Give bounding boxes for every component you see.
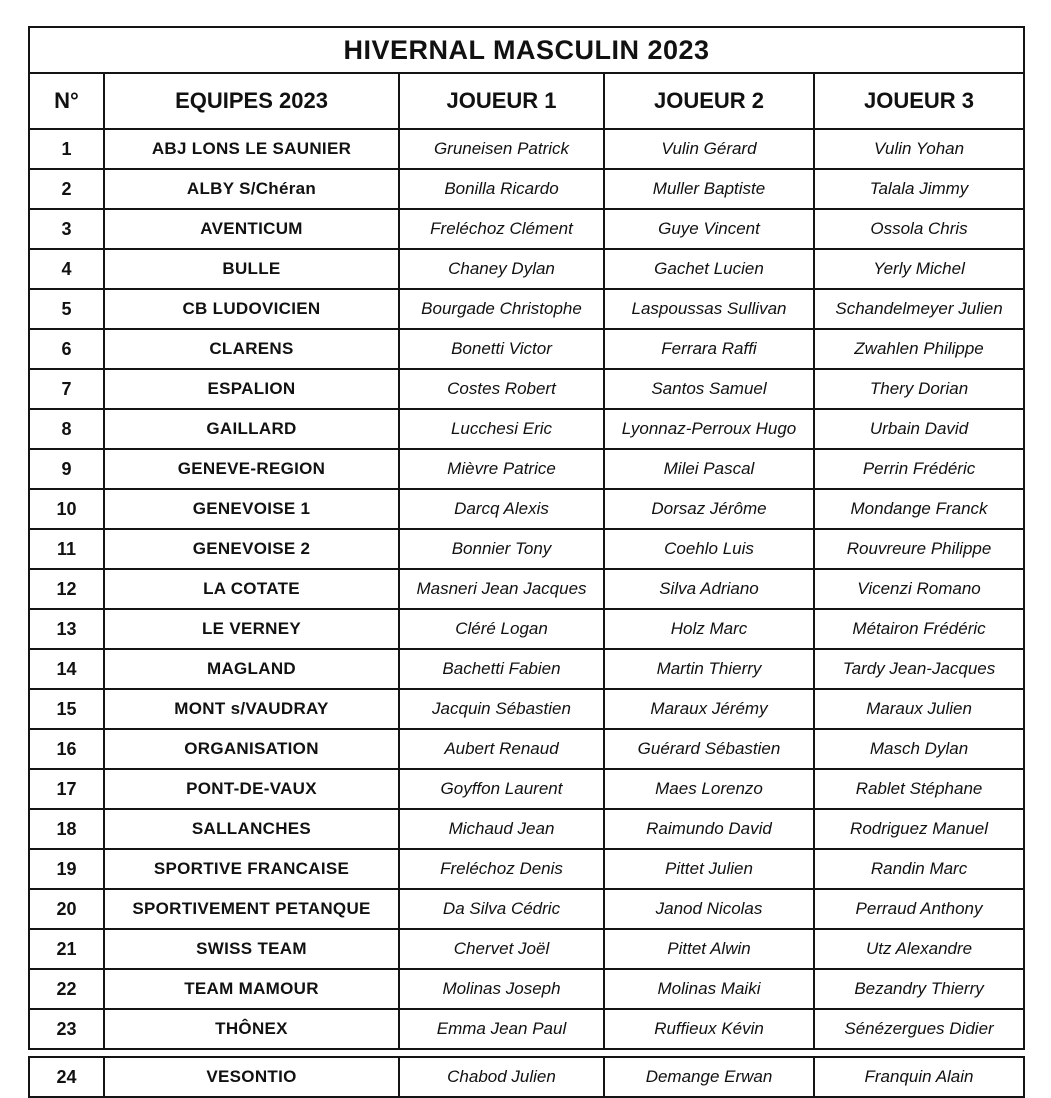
row-number-cell: 19: [29, 849, 104, 889]
row-number-cell: 3: [29, 209, 104, 249]
player1-cell: Da Silva Cédric: [399, 889, 604, 929]
row-number-cell: 11: [29, 529, 104, 569]
row-number-cell: 21: [29, 929, 104, 969]
table-row: [29, 1009, 1024, 1049]
player2-cell: Demange Erwan: [604, 1057, 814, 1097]
player2-cell: Guérard Sébastien: [604, 729, 814, 769]
player3-cell: Ossola Chris: [814, 209, 1024, 249]
player2-cell: Coehlo Luis: [604, 529, 814, 569]
player3-cell: Rablet Stéphane: [814, 769, 1024, 809]
team-name-cell: CLARENS: [104, 329, 399, 369]
player3-cell: Maraux Julien: [814, 689, 1024, 729]
player1-cell: Goyffon Laurent: [399, 769, 604, 809]
row-number-cell: 20: [29, 889, 104, 929]
player1-cell: Emma Jean Paul: [399, 1009, 604, 1049]
table-row: [29, 409, 1024, 449]
player3-cell: Talala Jimmy: [814, 169, 1024, 209]
team-name-cell: SWISS TEAM: [104, 929, 399, 969]
team-name-cell: MONT s/VAUDRAY: [104, 689, 399, 729]
player2-cell: Gachet Lucien: [604, 249, 814, 289]
player2-cell: Silva Adriano: [604, 569, 814, 609]
player2-cell: Guye Vincent: [604, 209, 814, 249]
player3-cell: Vulin Yohan: [814, 129, 1024, 169]
table-row: [29, 529, 1024, 569]
player3-cell: Métairon Frédéric: [814, 609, 1024, 649]
team-name-cell: GENEVOISE 1: [104, 489, 399, 529]
table-row: [29, 209, 1024, 249]
table-row: [29, 649, 1024, 689]
player1-cell: Freléchoz Denis: [399, 849, 604, 889]
row-number-cell: 9: [29, 449, 104, 489]
row-number-cell: 24: [29, 1057, 104, 1097]
column-header-joueur1: JOUEUR 1: [399, 73, 604, 129]
player2-cell: Maes Lorenzo: [604, 769, 814, 809]
player3-cell: Randin Marc: [814, 849, 1024, 889]
player2-cell: Molinas Maiki: [604, 969, 814, 1009]
row-number-cell: 1: [29, 129, 104, 169]
player2-cell: Pittet Alwin: [604, 929, 814, 969]
team-name-cell: BULLE: [104, 249, 399, 289]
team-name-cell: GAILLARD: [104, 409, 399, 449]
player3-cell: Masch Dylan: [814, 729, 1024, 769]
row-number-cell: 13: [29, 609, 104, 649]
player2-cell: Holz Marc: [604, 609, 814, 649]
player2-cell: Maraux Jérémy: [604, 689, 814, 729]
team-name-cell: LA COTATE: [104, 569, 399, 609]
team-name-cell: TEAM MAMOUR: [104, 969, 399, 1009]
table-row: [29, 1057, 1024, 1097]
player3-cell: Rodriguez Manuel: [814, 809, 1024, 849]
table-row: [29, 129, 1024, 169]
row-number-cell: 5: [29, 289, 104, 329]
row-number-cell: 18: [29, 809, 104, 849]
player2-cell: Milei Pascal: [604, 449, 814, 489]
player1-cell: Darcq Alexis: [399, 489, 604, 529]
player1-cell: Freléchoz Clément: [399, 209, 604, 249]
team-name-cell: ORGANISATION: [104, 729, 399, 769]
player3-cell: Franquin Alain: [814, 1057, 1024, 1097]
teams-table-main: [28, 26, 1025, 1050]
row-number-cell: 17: [29, 769, 104, 809]
column-header-joueur2: JOUEUR 2: [604, 73, 814, 129]
player1-cell: Jacquin Sébastien: [399, 689, 604, 729]
team-name-cell: SALLANCHES: [104, 809, 399, 849]
player1-cell: Chervet Joël: [399, 929, 604, 969]
table-body: [29, 129, 1024, 1049]
player2-cell: Martin Thierry: [604, 649, 814, 689]
player2-cell: Lyonnaz-Perroux Hugo: [604, 409, 814, 449]
team-name-cell: SPORTIVE FRANCAISE: [104, 849, 399, 889]
team-name-cell: ESPALION: [104, 369, 399, 409]
player3-cell: Perrin Frédéric: [814, 449, 1024, 489]
player2-cell: Raimundo David: [604, 809, 814, 849]
row-number-cell: 10: [29, 489, 104, 529]
player1-cell: Bourgade Christophe: [399, 289, 604, 329]
player1-cell: Aubert Renaud: [399, 729, 604, 769]
table-row: [29, 769, 1024, 809]
player3-cell: Sénézergues Didier: [814, 1009, 1024, 1049]
player2-cell: Janod Nicolas: [604, 889, 814, 929]
player1-cell: Costes Robert: [399, 369, 604, 409]
team-name-cell: GENEVE-REGION: [104, 449, 399, 489]
player1-cell: Bachetti Fabien: [399, 649, 604, 689]
player3-cell: Tardy Jean-Jacques: [814, 649, 1024, 689]
player2-cell: Laspoussas Sullivan: [604, 289, 814, 329]
player3-cell: Vicenzi Romano: [814, 569, 1024, 609]
table-row: [29, 609, 1024, 649]
table-row: [29, 849, 1024, 889]
team-name-cell: THÔNEX: [104, 1009, 399, 1049]
team-name-cell: ABJ LONS LE SAUNIER: [104, 129, 399, 169]
team-name-cell: PONT-DE-VAUX: [104, 769, 399, 809]
teams-table-last-row: [28, 1056, 1025, 1098]
table-row: [29, 689, 1024, 729]
player1-cell: Bonnier Tony: [399, 529, 604, 569]
player2-cell: Pittet Julien: [604, 849, 814, 889]
player1-cell: Chaney Dylan: [399, 249, 604, 289]
team-name-cell: AVENTICUM: [104, 209, 399, 249]
row-number-cell: 6: [29, 329, 104, 369]
team-name-cell: CB LUDOVICIEN: [104, 289, 399, 329]
player1-cell: Lucchesi Eric: [399, 409, 604, 449]
table-row: [29, 489, 1024, 529]
row-number-cell: 14: [29, 649, 104, 689]
table-row: [29, 729, 1024, 769]
player2-cell: Dorsaz Jérôme: [604, 489, 814, 529]
table-row: [29, 289, 1024, 329]
team-name-cell: MAGLAND: [104, 649, 399, 689]
team-name-cell: LE VERNEY: [104, 609, 399, 649]
table-row: [29, 249, 1024, 289]
player1-cell: Mièvre Patrice: [399, 449, 604, 489]
player1-cell: Molinas Joseph: [399, 969, 604, 1009]
table-head: [29, 27, 1024, 129]
row-number-cell: 22: [29, 969, 104, 1009]
table-row: [29, 969, 1024, 1009]
row-number-cell: 16: [29, 729, 104, 769]
player2-cell: Vulin Gérard: [604, 129, 814, 169]
player3-cell: Utz Alexandre: [814, 929, 1024, 969]
player3-cell: Perraud Anthony: [814, 889, 1024, 929]
row-number-cell: 4: [29, 249, 104, 289]
player2-cell: Ruffieux Kévin: [604, 1009, 814, 1049]
row-number-cell: 2: [29, 169, 104, 209]
player2-cell: Ferrara Raffi: [604, 329, 814, 369]
table-row: [29, 569, 1024, 609]
column-header-equipes: EQUIPES 2023: [104, 73, 399, 129]
column-header-num: N°: [29, 73, 104, 129]
player1-cell: Bonilla Ricardo: [399, 169, 604, 209]
player1-cell: Gruneisen Patrick: [399, 129, 604, 169]
row-number-cell: 7: [29, 369, 104, 409]
title-row: [29, 27, 1024, 73]
team-name-cell: GENEVOISE 2: [104, 529, 399, 569]
player2-cell: Muller Baptiste: [604, 169, 814, 209]
table-body-last: [29, 1057, 1024, 1097]
column-header-joueur3: JOUEUR 3: [814, 73, 1024, 129]
team-name-cell: SPORTIVEMENT PETANQUE: [104, 889, 399, 929]
table-row: [29, 449, 1024, 489]
row-number-cell: 12: [29, 569, 104, 609]
player3-cell: Yerly Michel: [814, 249, 1024, 289]
player3-cell: Thery Dorian: [814, 369, 1024, 409]
row-number-cell: 15: [29, 689, 104, 729]
player1-cell: Cléré Logan: [399, 609, 604, 649]
team-name-cell: ALBY S/Chéran: [104, 169, 399, 209]
player3-cell: Bezandry Thierry: [814, 969, 1024, 1009]
player3-cell: Urbain David: [814, 409, 1024, 449]
table-row: [29, 809, 1024, 849]
player2-cell: Santos Samuel: [604, 369, 814, 409]
page-title: HIVERNAL MASCULIN 2023: [29, 27, 1024, 73]
player1-cell: Masneri Jean Jacques: [399, 569, 604, 609]
player1-cell: Chabod Julien: [399, 1057, 604, 1097]
table-row: [29, 369, 1024, 409]
player1-cell: Bonetti Victor: [399, 329, 604, 369]
player1-cell: Michaud Jean: [399, 809, 604, 849]
table-row: [29, 889, 1024, 929]
table-row: [29, 169, 1024, 209]
player3-cell: Rouvreure Philippe: [814, 529, 1024, 569]
column-header-row: [29, 73, 1024, 129]
player3-cell: Mondange Franck: [814, 489, 1024, 529]
team-name-cell: VESONTIO: [104, 1057, 399, 1097]
row-number-cell: 8: [29, 409, 104, 449]
row-number-cell: 23: [29, 1009, 104, 1049]
table-row: [29, 929, 1024, 969]
player3-cell: Schandelmeyer Julien: [814, 289, 1024, 329]
table-row: [29, 329, 1024, 369]
player3-cell: Zwahlen Philippe: [814, 329, 1024, 369]
